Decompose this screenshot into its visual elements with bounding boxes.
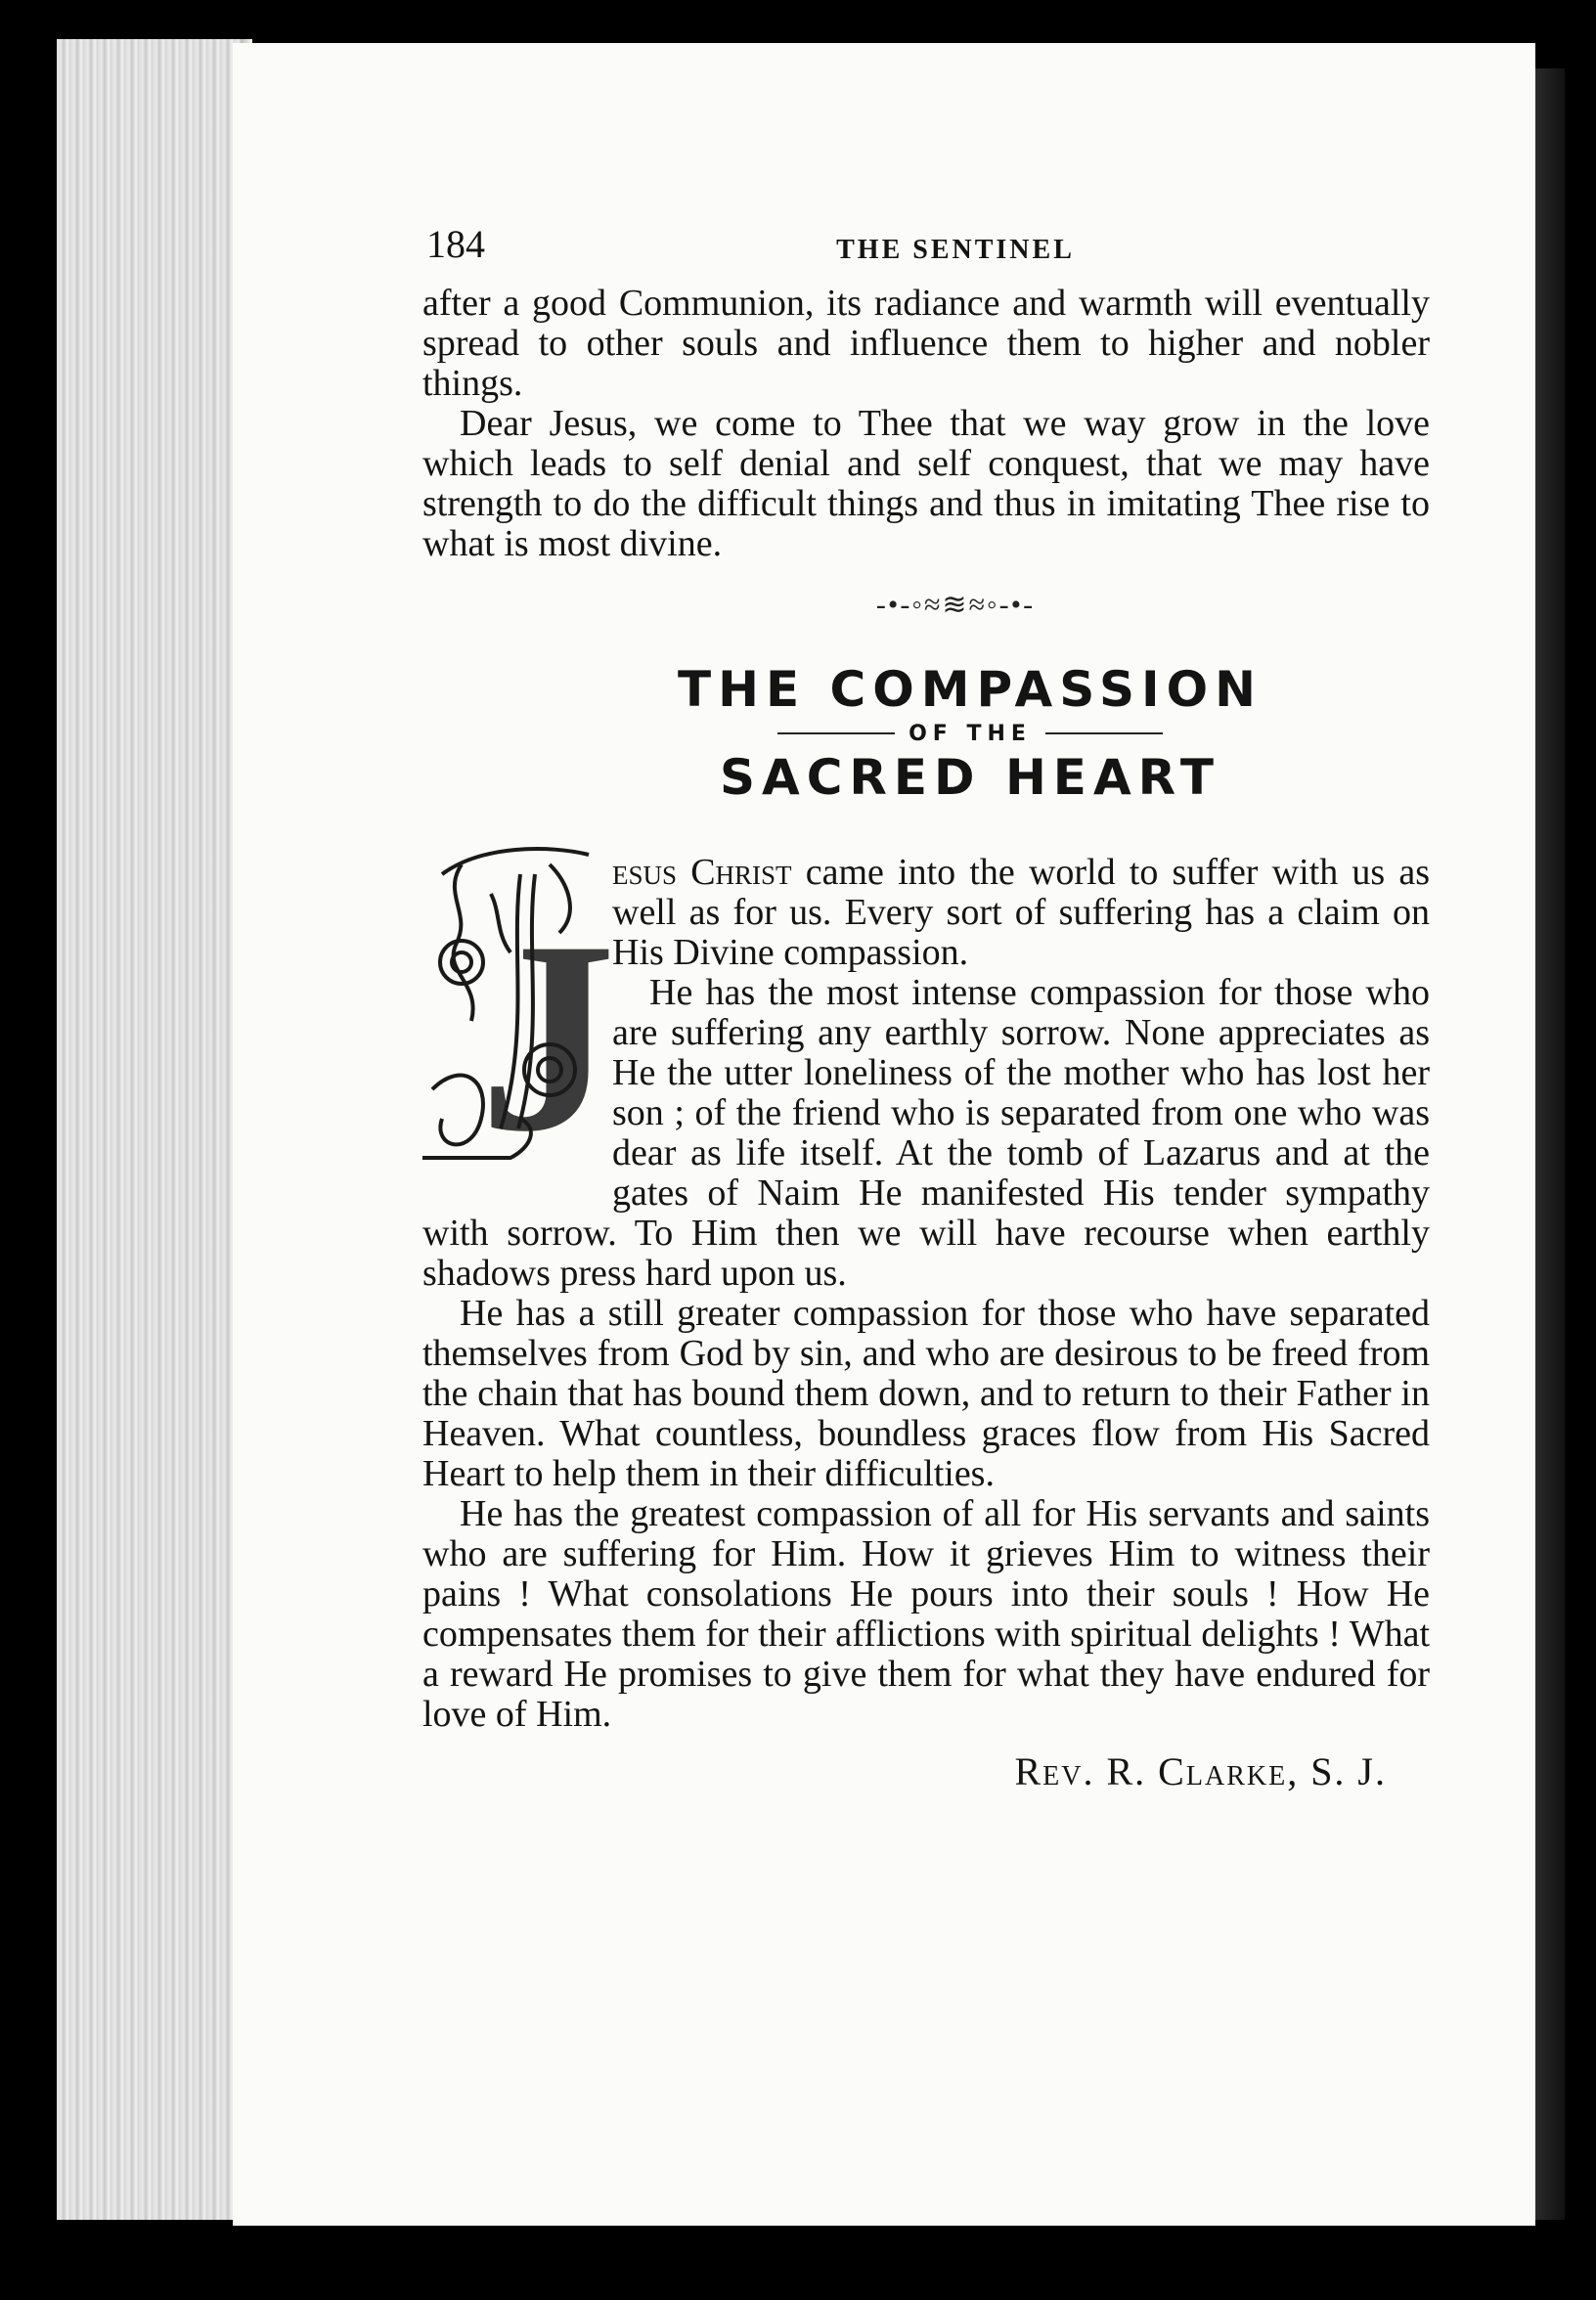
ornamental-dropcap-icon bbox=[403, 835, 616, 1188]
author-byline: Rev. R. Clarke, S. J. bbox=[1014, 1749, 1387, 1793]
article-paragraph-4: He has the greatest compassion of all for His servants and saints who are suffering for Him. How it grieves Him to witness their pains ! What consolations He pours into their souls ! How He compensates them for their afflictions with spiritual delights ! What a reward He promises to give them for what they have endured for love of Him. bbox=[422, 1493, 1430, 1735]
journal-title: THE SENTINEL bbox=[836, 235, 1075, 265]
page-content bbox=[422, 221, 1430, 1794]
article-body bbox=[422, 853, 1430, 1794]
book-binding-edge bbox=[1535, 68, 1565, 2220]
section-divider-ornament: -•-◦≈≋≈◦-•- bbox=[875, 589, 1036, 621]
title-line-of-the bbox=[510, 718, 1430, 749]
book-page-edges bbox=[57, 39, 252, 2220]
title-line-compassion: THE COMPASSION bbox=[678, 661, 1263, 718]
article-paragraph-2: He has the most intense compassion for those who are suffering any earthly sorrow. None appreciates as He the utter loneliness of the mother who has lost her son ; of the friend who is separated from one who was dear as life itself. At the tomb of Lazarus and at the gates of Naim He manifested His tender sympathy with sorrow. To Him then we will have recourse when earthly shadows press hard upon us. bbox=[422, 972, 1430, 1294]
continued-paragraph: after a good Communion, its radiance and warmth will eventually spread to other souls and influence them to higher and nobler things. bbox=[422, 283, 1430, 404]
article-paragraph-1-text: came into the world to suffer with us as well as for us. Every sort of suffering has a claim on His Divine compassion. bbox=[612, 852, 1430, 973]
title-line-sacred-heart: SACRED HEART bbox=[719, 749, 1221, 806]
dropcap-lead-words: esus Christ bbox=[612, 852, 792, 893]
title-rule-right bbox=[1045, 732, 1163, 734]
article-paragraph-3: He has a still greater compassion for those who have separated themselves from God by sin, and who are desirous to be freed from the chain that has bound them down, and to return to their Father in Heaven. What countless, boundless graces flow from His Sacred Heart to help them in their difficulties. bbox=[422, 1293, 1430, 1494]
title-of-the-text: OF THE bbox=[909, 721, 1032, 746]
dropcap-letter: J bbox=[479, 884, 616, 1188]
title-rule-left bbox=[777, 732, 895, 734]
prayer-paragraph: Dear Jesus, we come to Thee that we way grow in the love which leads to self denial and self conquest, that we may have strength to do the difficult things and thus in imitating Thee rise to what is most divine. bbox=[422, 403, 1430, 564]
article-title bbox=[422, 661, 1430, 806]
running-head bbox=[422, 221, 1430, 284]
page-number: 184 bbox=[426, 222, 485, 266]
